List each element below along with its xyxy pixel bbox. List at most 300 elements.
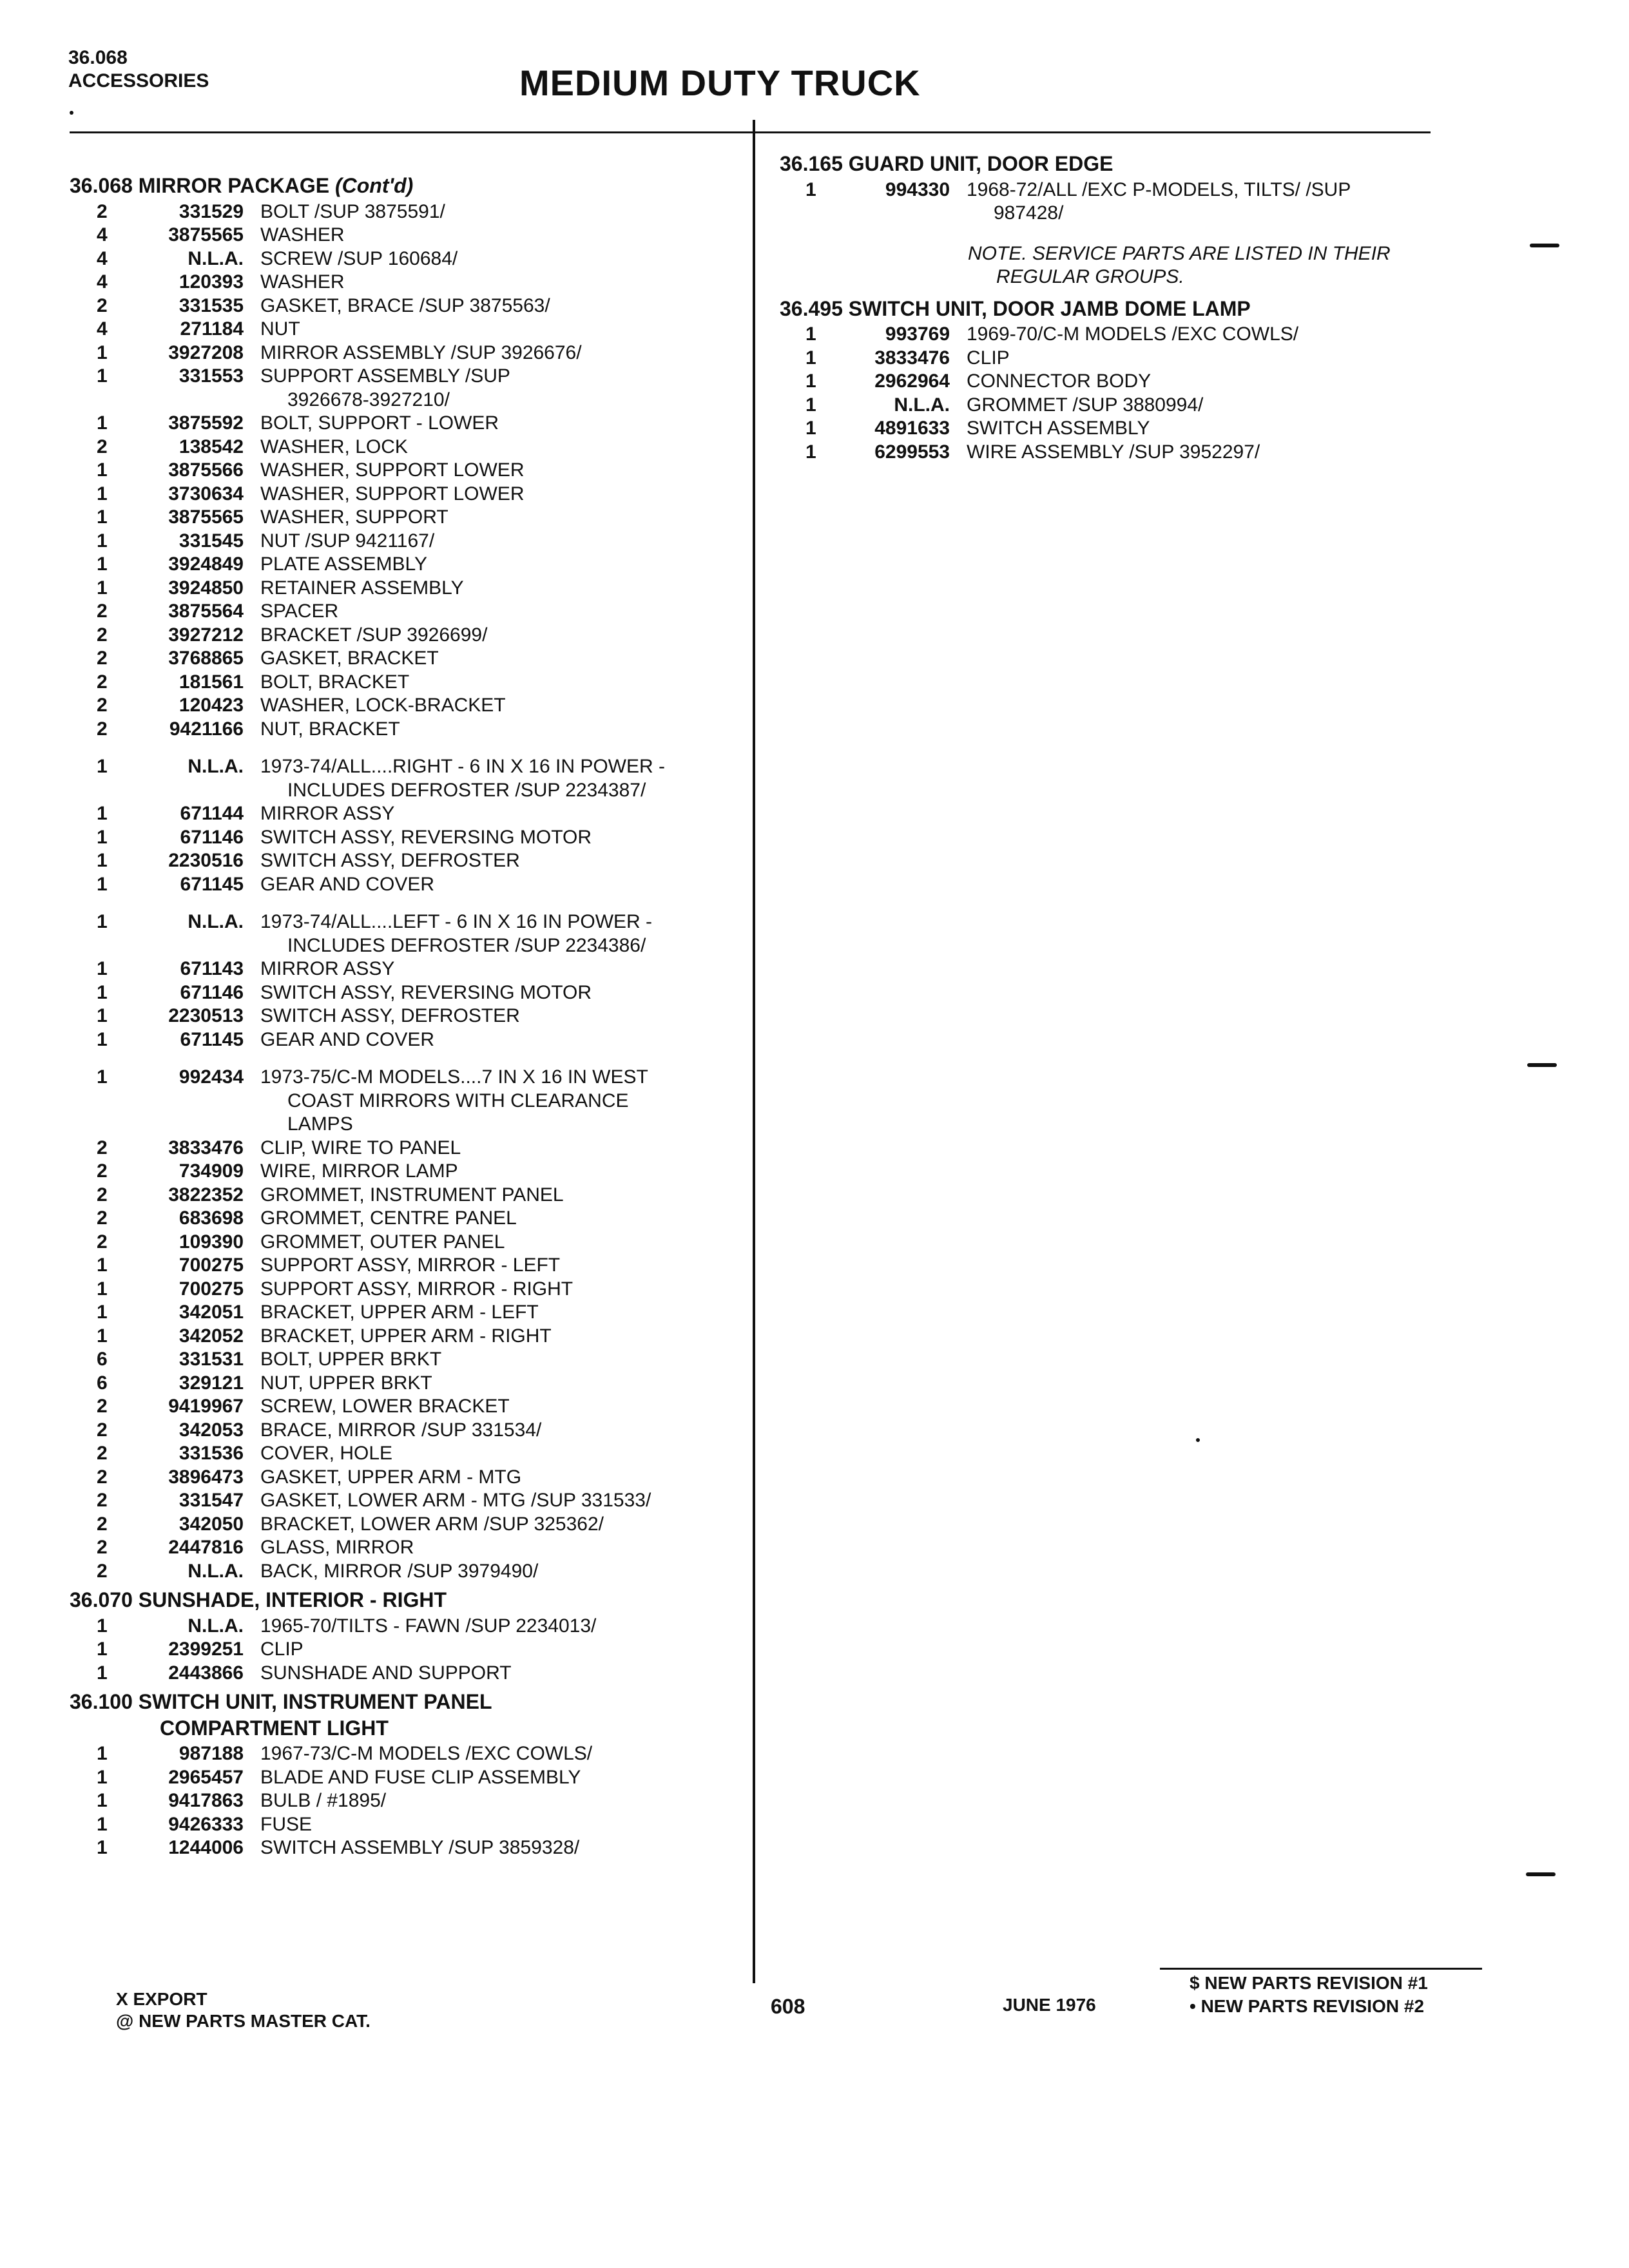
part-description [260, 694, 746, 718]
part-row [70, 600, 746, 624]
part-row [70, 459, 746, 483]
part-description [260, 1513, 746, 1537]
part-quantity: 1 [97, 553, 108, 575]
part-description [260, 483, 746, 506]
description-line: SWITCH ASSY, DEFROSTER [260, 850, 520, 871]
part-description [260, 718, 746, 742]
description-continuation: LAMPS [287, 1113, 353, 1135]
description-line: BRACKET, UPPER ARM - LEFT [260, 1302, 539, 1323]
part-quantity: 1 [97, 365, 108, 387]
part-number: 342051 [178, 1302, 244, 1323]
part-row [70, 1638, 746, 1662]
description-line: 1973-75/C-M MODELS....7 IN X 16 IN WEST [260, 1066, 648, 1088]
part-description [967, 417, 1463, 441]
part-row [780, 323, 1463, 347]
part-number: 1244006 [168, 1837, 244, 1858]
part-quantity: 1 [805, 441, 816, 463]
description-line: SUPPORT ASSY, MIRROR - RIGHT [260, 1278, 574, 1300]
part-number: 671144 [180, 803, 244, 824]
part-number: 671145 [180, 873, 244, 895]
part-description [260, 553, 746, 577]
part-description [260, 1325, 746, 1349]
part-row [780, 370, 1463, 394]
part-row [70, 412, 746, 436]
part-description [260, 624, 746, 648]
description-line: PLATE ASSEMBLY [260, 553, 427, 575]
part-number: 734909 [178, 1160, 244, 1182]
part-quantity: 6 [97, 1372, 108, 1394]
part-row [70, 483, 746, 506]
section-title [70, 174, 746, 198]
description-line: CONNECTOR BODY [967, 370, 1152, 392]
section-name: SWITCH UNIT, DOOR JAMB DOME LAMP [848, 296, 1251, 320]
part-description [260, 826, 746, 850]
part-number: 342053 [178, 1419, 244, 1441]
section-code: 36.495 [780, 296, 843, 320]
part-row [780, 347, 1463, 370]
description-line: 1965-70/TILTS - FAWN /SUP 2234013/ [260, 1615, 597, 1637]
part-quantity: 1 [97, 1662, 108, 1684]
part-row [70, 981, 746, 1005]
part-number: N.L.A. [188, 247, 244, 269]
part-row [70, 224, 746, 247]
part-number: 994330 [885, 178, 950, 200]
part-number: 987188 [178, 1743, 244, 1764]
part-number: 3875564 [168, 601, 244, 622]
part-number: 700275 [178, 1278, 244, 1300]
part-description [260, 459, 746, 483]
part-number: 3924850 [168, 577, 244, 599]
part-number: 329121 [178, 1372, 244, 1394]
description-line: NUT [260, 318, 300, 340]
part-row [70, 1560, 746, 1584]
page-title: MEDIUM DUTY TRUCK [519, 62, 921, 103]
description-line: BLADE AND FUSE CLIP ASSEMBLY [260, 1766, 581, 1788]
part-quantity: 1 [97, 412, 108, 434]
part-description [260, 412, 746, 436]
section-name-line2: COMPARTMENT LIGHT [160, 1716, 389, 1740]
part-description [967, 347, 1463, 370]
part-row [70, 910, 746, 957]
section-continued: (Cont'd) [334, 174, 414, 197]
part-description [260, 957, 746, 981]
part-description [260, 1278, 746, 1302]
part-row [70, 365, 746, 412]
part-quantity: 2 [97, 1466, 108, 1488]
part-row [70, 271, 746, 294]
part-row [70, 1137, 746, 1160]
part-row [70, 802, 746, 826]
part-description [967, 370, 1463, 394]
part-description [260, 271, 746, 294]
section-title [70, 1690, 746, 1714]
part-row [70, 1813, 746, 1837]
part-quantity: 1 [97, 873, 108, 895]
description-line: 1973-74/ALL....RIGHT - 6 IN X 16 IN POWER - [260, 756, 665, 777]
part-number: 2965457 [168, 1766, 244, 1788]
part-quantity: 1 [97, 341, 108, 363]
description-line: CLIP [967, 347, 1010, 369]
part-row [70, 647, 746, 671]
part-row [70, 1028, 746, 1052]
part-row [70, 1278, 746, 1302]
part-quantity: 1 [97, 803, 108, 824]
part-quantity: 2 [97, 1490, 108, 1511]
part-description [260, 849, 746, 873]
part-row [70, 694, 746, 718]
description-continuation: INCLUDES DEFROSTER /SUP 2234386/ [287, 934, 646, 956]
part-row [70, 318, 746, 341]
part-row [70, 1066, 746, 1137]
part-row [70, 957, 746, 981]
part-quantity: 2 [97, 1560, 108, 1582]
part-quantity: 1 [97, 530, 108, 552]
part-row [780, 178, 1463, 226]
part-number: 3924849 [168, 553, 244, 575]
section-code: 36.100 [70, 1690, 133, 1713]
description-line: SCREW /SUP 160684/ [260, 247, 458, 269]
part-row [70, 506, 746, 530]
part-quantity: 1 [805, 418, 816, 439]
description-line: BULB / #1895/ [260, 1790, 387, 1811]
part-row [70, 1207, 746, 1231]
note-line: NOTE. SERVICE PARTS ARE LISTED IN THEIR [968, 242, 1391, 264]
part-number: 3875565 [168, 224, 244, 245]
part-quantity: 2 [97, 1137, 108, 1158]
description-line: WIRE ASSEMBLY /SUP 3952297/ [967, 441, 1260, 463]
description-line: BOLT, BRACKET [260, 671, 410, 693]
part-number: 120393 [178, 271, 244, 293]
part-row [70, 436, 746, 459]
part-number: 3730634 [168, 483, 244, 505]
part-row [70, 1419, 746, 1443]
part-description [260, 436, 746, 459]
part-number: 181561 [178, 671, 244, 693]
part-row [70, 1231, 746, 1254]
part-number: 331553 [178, 365, 244, 387]
part-description [260, 1066, 746, 1137]
part-number: 9421166 [169, 718, 244, 740]
page-number: 608 [771, 1995, 805, 2018]
part-description [967, 323, 1463, 347]
description-line: WASHER [260, 271, 345, 293]
section-title [780, 152, 1463, 176]
margin-mark [1530, 244, 1559, 247]
part-row [70, 1160, 746, 1184]
speck [1196, 1438, 1200, 1442]
note-line: REGULAR GROUPS. [996, 266, 1184, 287]
part-number: 2399251 [168, 1639, 244, 1660]
part-quantity: 4 [97, 247, 108, 269]
part-number: 3896473 [168, 1466, 244, 1488]
part-quantity: 4 [97, 224, 108, 245]
section-name: SWITCH UNIT, INSTRUMENT PANEL [138, 1690, 492, 1713]
part-number: N.L.A. [188, 911, 244, 932]
part-description [260, 1766, 746, 1790]
part-row [70, 1615, 746, 1639]
part-description [260, 1742, 746, 1766]
part-row [70, 1536, 746, 1560]
part-description [967, 178, 1463, 226]
description-line: GASKET, BRACKET [260, 648, 439, 669]
part-quantity: 1 [97, 850, 108, 871]
part-quantity: 2 [97, 1231, 108, 1253]
description-line: GROMMET, OUTER PANEL [260, 1231, 505, 1253]
part-number: 3875566 [168, 459, 244, 481]
description-line: GROMMET, CENTRE PANEL [260, 1207, 517, 1229]
description-continuation: 3926678-3927210/ [287, 389, 450, 410]
part-description [260, 910, 746, 957]
description-line: BOLT /SUP 3875591/ [260, 200, 445, 222]
part-number: 3833476 [168, 1137, 244, 1158]
description-line: BRACKET, LOWER ARM /SUP 325362/ [260, 1513, 604, 1535]
part-number: 331535 [178, 294, 244, 316]
part-description [260, 1560, 746, 1584]
description-line: CLIP, WIRE TO PANEL [260, 1137, 461, 1158]
part-quantity: 1 [97, 958, 108, 979]
part-number: 331531 [178, 1349, 244, 1370]
left-column [70, 169, 746, 1860]
part-quantity: 1 [805, 323, 816, 345]
part-number: 993769 [885, 323, 950, 345]
part-description [260, 1638, 746, 1662]
header-code: 36.068 [68, 47, 128, 68]
part-description [967, 394, 1463, 418]
part-number: 120423 [178, 695, 244, 716]
description-line: BRACKET, UPPER ARM - RIGHT [260, 1325, 552, 1347]
part-description [260, 1231, 746, 1254]
description-line: MIRROR ASSY [260, 803, 395, 824]
part-description [260, 1301, 746, 1325]
part-quantity: 2 [97, 695, 108, 716]
description-continuation: 987428/ [994, 202, 1064, 224]
part-quantity: 1 [97, 459, 108, 481]
description-line: MIRROR ASSY [260, 958, 395, 979]
part-row [70, 849, 746, 873]
part-number: 2230516 [168, 850, 244, 871]
part-quantity: 1 [97, 1005, 108, 1026]
part-quantity: 1 [97, 1066, 108, 1088]
description-line: 1973-74/ALL....LEFT - 6 IN X 16 IN POWER - [260, 911, 653, 932]
part-row [70, 1466, 746, 1490]
part-description [260, 224, 746, 247]
part-number: 2962964 [874, 370, 950, 392]
part-quantity: 2 [97, 648, 108, 669]
right-column [780, 147, 1463, 464]
part-number: 6299553 [874, 441, 950, 463]
column-divider [753, 120, 755, 1983]
description-line: WASHER [260, 224, 345, 245]
description-line: GLASS, MIRROR [260, 1537, 414, 1558]
footer-master: @ NEW PARTS MASTER CAT. [116, 2011, 371, 2031]
part-quantity: 2 [97, 1513, 108, 1535]
part-number: 331547 [178, 1490, 244, 1511]
part-quantity: 2 [97, 200, 108, 222]
footer-date: JUNE 1976 [1003, 1995, 1096, 2015]
footer-legend-right [1190, 1972, 1428, 2018]
part-row [70, 1662, 746, 1686]
part-number: 671146 [180, 826, 244, 848]
part-quantity: 2 [97, 601, 108, 622]
part-description [260, 873, 746, 897]
part-row [70, 294, 746, 318]
part-row [70, 577, 746, 601]
part-row [70, 826, 746, 850]
part-quantity: 2 [97, 1396, 108, 1417]
part-quantity: 1 [97, 826, 108, 848]
part-quantity: 1 [97, 1639, 108, 1660]
part-quantity: 1 [97, 1615, 108, 1637]
description-line: COVER, HOLE [260, 1443, 393, 1464]
description-line: CLIP [260, 1639, 304, 1660]
part-description [260, 647, 746, 671]
part-description [260, 1028, 746, 1052]
part-quantity: 1 [97, 483, 108, 505]
section-title [780, 297, 1463, 321]
part-description [260, 294, 746, 318]
header-rule [70, 131, 1431, 133]
footer-revision-2: • NEW PARTS REVISION #2 [1190, 1996, 1425, 2016]
part-quantity: 1 [97, 756, 108, 777]
part-number: 671146 [180, 981, 244, 1003]
part-number: N.L.A. [188, 1560, 244, 1582]
part-quantity: 2 [97, 1184, 108, 1206]
part-description [260, 671, 746, 695]
description-line: BACK, MIRROR /SUP 3979490/ [260, 1560, 539, 1582]
part-description [260, 1004, 746, 1028]
part-row [70, 1489, 746, 1513]
part-number: 331536 [178, 1443, 244, 1464]
part-quantity: 1 [97, 1743, 108, 1764]
part-quantity: 1 [97, 911, 108, 932]
part-quantity: 1 [97, 1790, 108, 1811]
part-number: 700275 [178, 1254, 244, 1276]
description-line: SPACER [260, 601, 339, 622]
margin-mark [1526, 1872, 1556, 1876]
part-number: 3927208 [168, 341, 244, 363]
description-line: GASKET, BRACE /SUP 3875563/ [260, 294, 550, 316]
part-description [967, 441, 1463, 465]
description-line: 1967-73/C-M MODELS /EXC COWLS/ [260, 1743, 593, 1764]
part-quantity: 1 [97, 577, 108, 599]
part-row [780, 417, 1463, 441]
part-description [260, 1419, 746, 1443]
part-number: 3822352 [168, 1184, 244, 1206]
part-row [70, 1513, 746, 1537]
part-description [260, 1536, 746, 1560]
description-line: SWITCH ASSEMBLY /SUP 3859328/ [260, 1837, 580, 1858]
description-line: NUT, UPPER BRKT [260, 1372, 432, 1394]
description-line: WASHER, SUPPORT LOWER [260, 483, 525, 505]
part-quantity: 1 [97, 1302, 108, 1323]
part-row [70, 341, 746, 365]
speck [70, 111, 73, 115]
description-line: SUNSHADE AND SUPPORT [260, 1662, 512, 1684]
part-description [260, 1662, 746, 1686]
part-description [260, 577, 746, 601]
description-line: BOLT, UPPER BRKT [260, 1349, 442, 1370]
part-number: 671143 [180, 958, 244, 979]
part-description [260, 1615, 746, 1639]
part-description [260, 1789, 746, 1813]
part-row [70, 718, 746, 742]
part-quantity: 1 [805, 370, 816, 392]
part-row [70, 1254, 746, 1278]
part-description [260, 365, 746, 412]
part-row [70, 1789, 746, 1813]
description-line: GEAR AND COVER [260, 1028, 435, 1050]
description-line: GROMMET, INSTRUMENT PANEL [260, 1184, 564, 1206]
description-line: SWITCH ASSEMBLY [967, 418, 1150, 439]
part-description [260, 802, 746, 826]
part-quantity: 2 [97, 1537, 108, 1558]
part-quantity: 2 [97, 671, 108, 693]
part-quantity: 4 [97, 271, 108, 293]
part-row [70, 624, 746, 648]
part-description [260, 530, 746, 553]
part-number: 331529 [178, 200, 244, 222]
part-quantity: 1 [97, 1028, 108, 1050]
description-line: WIRE, MIRROR LAMP [260, 1160, 458, 1182]
part-row [70, 1766, 746, 1790]
part-number: 2230513 [168, 1005, 244, 1026]
part-description [260, 1207, 746, 1231]
description-line: SWITCH ASSY, REVERSING MOTOR [260, 981, 592, 1003]
part-number: 2443866 [168, 1662, 244, 1684]
part-number: 9419967 [168, 1396, 244, 1417]
part-description [260, 506, 746, 530]
part-number: 4891633 [874, 418, 950, 439]
part-row [70, 1442, 746, 1466]
part-description [260, 981, 746, 1005]
part-description [260, 1813, 746, 1837]
part-number: 3833476 [874, 347, 950, 369]
part-number: 683698 [178, 1207, 244, 1229]
description-line: SUPPORT ASSEMBLY /SUP [260, 365, 510, 387]
part-quantity: 2 [97, 1207, 108, 1229]
part-description [260, 1466, 746, 1490]
description-line: WASHER, SUPPORT LOWER [260, 459, 525, 481]
part-description [260, 1160, 746, 1184]
part-row [780, 394, 1463, 418]
part-row [70, 671, 746, 695]
part-quantity: 2 [97, 294, 108, 316]
part-row [70, 530, 746, 553]
description-line: FUSE [260, 1813, 313, 1835]
part-quantity: 1 [805, 178, 816, 200]
description-line: GASKET, LOWER ARM - MTG /SUP 331533/ [260, 1490, 651, 1511]
description-line: 1969-70/C-M MODELS /EXC COWLS/ [967, 323, 1299, 345]
part-row [70, 755, 746, 802]
part-row [70, 1184, 746, 1207]
description-line: SCREW, LOWER BRACKET [260, 1396, 510, 1417]
description-line: 1968-72/ALL /EXC P-MODELS, TILTS/ /SUP [967, 178, 1351, 200]
header-category: ACCESSORIES [68, 70, 209, 91]
description-continuation: COAST MIRRORS WITH CLEARANCE [287, 1090, 629, 1111]
part-quantity: 1 [97, 981, 108, 1003]
part-description [260, 1836, 746, 1860]
part-quantity: 4 [97, 318, 108, 340]
header-section-code [68, 46, 209, 93]
part-quantity: 1 [97, 1254, 108, 1276]
part-quantity: 1 [97, 1278, 108, 1300]
description-line: GEAR AND COVER [260, 873, 435, 895]
section-code: 36.068 [70, 174, 133, 197]
description-line: RETAINER ASSEMBLY [260, 577, 464, 599]
description-line: WASHER, SUPPORT [260, 506, 448, 528]
section-name: SUNSHADE, INTERIOR - RIGHT [138, 1588, 447, 1611]
part-quantity: 1 [97, 1813, 108, 1835]
